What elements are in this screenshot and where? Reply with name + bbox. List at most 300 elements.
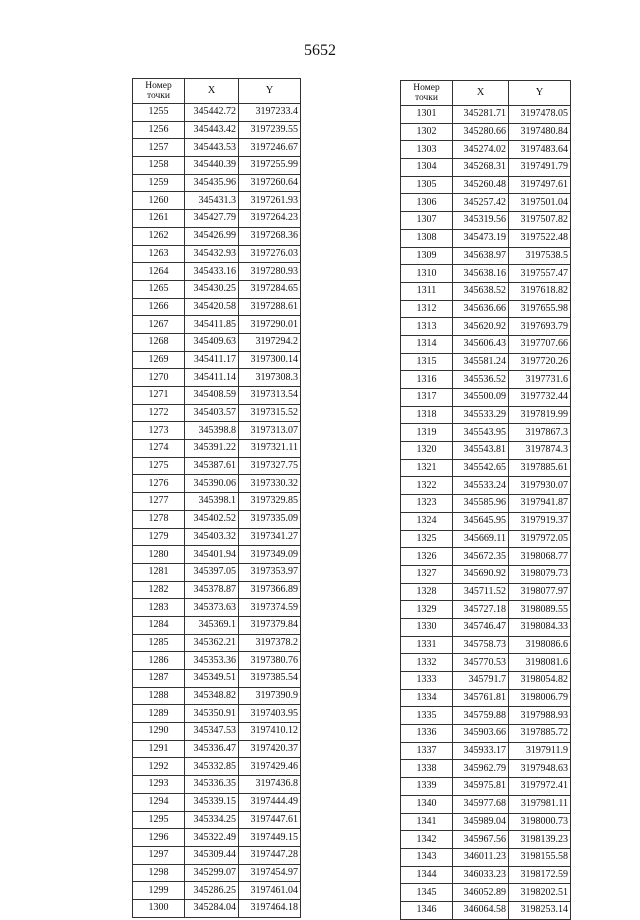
- point-number-cell: 1257: [133, 139, 185, 157]
- x-cell: 345348.82: [185, 687, 239, 705]
- table-row: [133, 174, 301, 192]
- x-cell: 345645.95: [453, 512, 509, 530]
- x-cell: 345759.88: [453, 707, 509, 725]
- table-row: [133, 528, 301, 546]
- x-cell: 345398.1: [185, 493, 239, 511]
- x-cell: 345933.17: [453, 742, 509, 760]
- point-number-cell: 1315: [401, 353, 453, 371]
- y-cell: 3197313.07: [239, 422, 301, 440]
- table-row: [133, 705, 301, 723]
- point-number-cell: 1283: [133, 599, 185, 617]
- table-row: [401, 848, 571, 866]
- point-number-cell: 1325: [401, 530, 453, 548]
- x-cell: 346033.23: [453, 866, 509, 884]
- x-cell: 345309.44: [185, 846, 239, 864]
- table-row: [401, 371, 571, 389]
- table-row: [401, 795, 571, 813]
- y-cell: 3197693.79: [509, 318, 571, 336]
- point-number-cell: 1345: [401, 884, 453, 902]
- y-cell: 3197284.65: [239, 280, 301, 298]
- coordinates-table-left: [132, 78, 301, 918]
- point-number-cell: 1274: [133, 440, 185, 458]
- x-cell: 345353.36: [185, 652, 239, 670]
- y-cell: 3198202.51: [509, 884, 571, 902]
- x-cell: 345758.73: [453, 636, 509, 654]
- table-row: [133, 829, 301, 847]
- x-cell: 345903.66: [453, 725, 509, 743]
- table-row: [133, 563, 301, 581]
- point-number-cell: 1289: [133, 705, 185, 723]
- point-number-cell: 1266: [133, 298, 185, 316]
- table-row: [401, 884, 571, 902]
- point-number-cell: 1265: [133, 280, 185, 298]
- point-number-cell: 1294: [133, 793, 185, 811]
- y-cell: 3197276.03: [239, 245, 301, 263]
- x-cell: 345442.72: [185, 104, 239, 122]
- y-cell: 3197403.95: [239, 705, 301, 723]
- x-cell: 345962.79: [453, 760, 509, 778]
- x-cell: 345378.87: [185, 581, 239, 599]
- y-cell: 3197349.09: [239, 546, 301, 564]
- point-number-cell: 1330: [401, 618, 453, 636]
- point-number-cell: 1314: [401, 335, 453, 353]
- point-number-cell: 1303: [401, 141, 453, 159]
- table-row: [401, 654, 571, 672]
- x-cell: 345332.85: [185, 758, 239, 776]
- point-number-cell: 1334: [401, 689, 453, 707]
- table-row: [401, 672, 571, 690]
- x-cell: 345638.52: [453, 282, 509, 300]
- y-cell: 3197385.54: [239, 670, 301, 688]
- table-row: [133, 422, 301, 440]
- header-point-line1: Номер: [145, 80, 172, 91]
- table-row: [401, 141, 571, 159]
- x-cell: 345443.53: [185, 139, 239, 157]
- y-cell: 3197491.79: [509, 159, 571, 177]
- point-number-cell: 1338: [401, 760, 453, 778]
- table-row: [133, 440, 301, 458]
- y-cell: 3197988.93: [509, 707, 571, 725]
- table-row: [133, 280, 301, 298]
- point-number-cell: 1342: [401, 831, 453, 849]
- point-number-cell: 1256: [133, 121, 185, 139]
- y-cell: 3198139.23: [509, 831, 571, 849]
- table-row: [401, 725, 571, 743]
- y-cell: 3197444.49: [239, 793, 301, 811]
- x-cell: 345727.18: [453, 601, 509, 619]
- y-cell: 3197618.82: [509, 282, 571, 300]
- header-x: X: [453, 81, 509, 106]
- y-cell: 3197461.04: [239, 882, 301, 900]
- y-cell: 3197538.5: [509, 247, 571, 265]
- y-cell: 3197557.47: [509, 265, 571, 283]
- header-point-number: [401, 81, 453, 106]
- point-number-cell: 1340: [401, 795, 453, 813]
- table-row: [401, 866, 571, 884]
- table-row: [133, 227, 301, 245]
- x-cell: 345408.59: [185, 387, 239, 405]
- y-cell: 3197948.63: [509, 760, 571, 778]
- x-cell: 345260.48: [453, 176, 509, 194]
- point-number-cell: 1300: [133, 899, 185, 917]
- y-cell: 3197941.87: [509, 495, 571, 513]
- y-cell: 3197981.11: [509, 795, 571, 813]
- table-row: [401, 636, 571, 654]
- y-cell: 3197497.61: [509, 176, 571, 194]
- point-number-cell: 1326: [401, 548, 453, 566]
- point-number-cell: 1293: [133, 776, 185, 794]
- table-row: [401, 495, 571, 513]
- table-row: [133, 899, 301, 917]
- table-row: [133, 670, 301, 688]
- y-cell: 3197233.4: [239, 104, 301, 122]
- y-cell: 3197327.75: [239, 457, 301, 475]
- point-number-cell: 1341: [401, 813, 453, 831]
- table-row: [401, 176, 571, 194]
- x-cell: 345620.92: [453, 318, 509, 336]
- y-cell: 3197464.18: [239, 899, 301, 917]
- y-cell: 3197930.07: [509, 477, 571, 495]
- point-number-cell: 1295: [133, 811, 185, 829]
- y-cell: 3197454.97: [239, 864, 301, 882]
- point-number-cell: 1306: [401, 194, 453, 212]
- point-number-cell: 1271: [133, 387, 185, 405]
- y-cell: 3197483.64: [509, 141, 571, 159]
- table-row: [133, 687, 301, 705]
- x-cell: 346011.23: [453, 848, 509, 866]
- point-number-cell: 1336: [401, 725, 453, 743]
- point-number-cell: 1284: [133, 616, 185, 634]
- header-x: X: [185, 79, 239, 104]
- x-cell: 345473.19: [453, 229, 509, 247]
- point-number-cell: 1277: [133, 493, 185, 511]
- table-row: [133, 616, 301, 634]
- x-cell: 345711.52: [453, 583, 509, 601]
- x-cell: 345350.91: [185, 705, 239, 723]
- x-cell: 345373.63: [185, 599, 239, 617]
- point-number-cell: 1346: [401, 901, 453, 919]
- point-number-cell: 1301: [401, 106, 453, 124]
- point-number-cell: 1333: [401, 672, 453, 690]
- x-cell: 345443.42: [185, 121, 239, 139]
- table-row: [401, 318, 571, 336]
- y-cell: 3197429.46: [239, 758, 301, 776]
- x-cell: 345536.52: [453, 371, 509, 389]
- table-row: [133, 157, 301, 175]
- point-number-cell: 1310: [401, 265, 453, 283]
- x-cell: 345398.8: [185, 422, 239, 440]
- point-number-cell: 1312: [401, 300, 453, 318]
- point-number-cell: 1327: [401, 565, 453, 583]
- table-row: [401, 159, 571, 177]
- y-cell: 3197731.6: [509, 371, 571, 389]
- y-cell: 3197380.76: [239, 652, 301, 670]
- y-cell: 3197260.64: [239, 174, 301, 192]
- x-cell: 345606.43: [453, 335, 509, 353]
- y-cell: 3197313.54: [239, 387, 301, 405]
- y-cell: 3197321.11: [239, 440, 301, 458]
- header-y: Y: [509, 81, 571, 106]
- x-cell: 345761.81: [453, 689, 509, 707]
- table-row: [133, 776, 301, 794]
- x-cell: 345431.3: [185, 192, 239, 210]
- point-number-cell: 1321: [401, 459, 453, 477]
- y-cell: 3197522.48: [509, 229, 571, 247]
- table-row: [401, 583, 571, 601]
- x-cell: 345403.32: [185, 528, 239, 546]
- point-number-cell: 1304: [401, 159, 453, 177]
- x-cell: 345336.35: [185, 776, 239, 794]
- x-cell: 345585.96: [453, 495, 509, 513]
- y-cell: 3197379.84: [239, 616, 301, 634]
- table-row: [401, 689, 571, 707]
- y-cell: 3197330.32: [239, 475, 301, 493]
- point-number-cell: 1279: [133, 528, 185, 546]
- table-row: [401, 477, 571, 495]
- x-cell: 345420.58: [185, 298, 239, 316]
- table-row: [401, 424, 571, 442]
- table-row: [133, 652, 301, 670]
- point-number-cell: 1260: [133, 192, 185, 210]
- point-number-cell: 1337: [401, 742, 453, 760]
- y-cell: 3198155.58: [509, 848, 571, 866]
- y-cell: 3197919.37: [509, 512, 571, 530]
- y-cell: 3197390.9: [239, 687, 301, 705]
- table-row: [401, 194, 571, 212]
- y-cell: 3198006.79: [509, 689, 571, 707]
- point-number-cell: 1259: [133, 174, 185, 192]
- x-cell: 345403.57: [185, 404, 239, 422]
- point-number-cell: 1287: [133, 670, 185, 688]
- x-cell: 345581.24: [453, 353, 509, 371]
- y-cell: 3197246.67: [239, 139, 301, 157]
- x-cell: 345543.95: [453, 424, 509, 442]
- table-row: [401, 512, 571, 530]
- x-cell: 345390.06: [185, 475, 239, 493]
- y-cell: 3197449.15: [239, 829, 301, 847]
- point-number-cell: 1323: [401, 495, 453, 513]
- point-number-cell: 1255: [133, 104, 185, 122]
- table-row: [133, 546, 301, 564]
- table-row: [133, 811, 301, 829]
- table-row: [133, 457, 301, 475]
- point-number-cell: 1309: [401, 247, 453, 265]
- x-cell: 345411.85: [185, 316, 239, 334]
- y-cell: 3198079.73: [509, 565, 571, 583]
- table-row: [133, 634, 301, 652]
- y-cell: 3197264.23: [239, 210, 301, 228]
- point-number-cell: 1261: [133, 210, 185, 228]
- y-cell: 3197239.55: [239, 121, 301, 139]
- x-cell: 345299.07: [185, 864, 239, 882]
- table-row: [133, 404, 301, 422]
- y-cell: 3197819.99: [509, 406, 571, 424]
- table-row: [133, 333, 301, 351]
- point-number-cell: 1290: [133, 723, 185, 741]
- y-cell: 3197300.14: [239, 351, 301, 369]
- point-number-cell: 1329: [401, 601, 453, 619]
- x-cell: 345426.99: [185, 227, 239, 245]
- table-row: [133, 493, 301, 511]
- y-cell: 3198089.55: [509, 601, 571, 619]
- y-cell: 3197329.85: [239, 493, 301, 511]
- table-row: [133, 599, 301, 617]
- x-cell: 345349.51: [185, 670, 239, 688]
- y-cell: 3197378.2: [239, 634, 301, 652]
- point-number-cell: 1344: [401, 866, 453, 884]
- table-row: [133, 723, 301, 741]
- table-row: [133, 351, 301, 369]
- y-cell: 3197420.37: [239, 740, 301, 758]
- point-number-cell: 1313: [401, 318, 453, 336]
- y-cell: 3197732.44: [509, 389, 571, 407]
- table-row: [133, 387, 301, 405]
- point-number-cell: 1286: [133, 652, 185, 670]
- y-cell: 3197308.3: [239, 369, 301, 387]
- y-cell: 3197507.82: [509, 212, 571, 230]
- y-cell: 3197707.66: [509, 335, 571, 353]
- x-cell: 345411.14: [185, 369, 239, 387]
- y-cell: 3198172.59: [509, 866, 571, 884]
- header-y: Y: [239, 79, 301, 104]
- y-cell: 3197867.3: [509, 424, 571, 442]
- point-number-cell: 1322: [401, 477, 453, 495]
- x-cell: 345319.56: [453, 212, 509, 230]
- point-number-cell: 1302: [401, 123, 453, 141]
- point-number-cell: 1297: [133, 846, 185, 864]
- x-cell: 345347.53: [185, 723, 239, 741]
- table-row: [401, 707, 571, 725]
- point-number-cell: 1298: [133, 864, 185, 882]
- x-cell: 345975.81: [453, 778, 509, 796]
- point-number-cell: 1272: [133, 404, 185, 422]
- table-row: [401, 247, 571, 265]
- point-number-cell: 1308: [401, 229, 453, 247]
- table-row: [401, 548, 571, 566]
- header-point-line2: точки: [146, 91, 170, 101]
- point-number-cell: 1280: [133, 546, 185, 564]
- table-header-row: [133, 79, 301, 104]
- x-cell: 345281.71: [453, 106, 509, 124]
- table-row: [133, 510, 301, 528]
- table-row: [133, 139, 301, 157]
- table-row: [401, 442, 571, 460]
- table-row: [133, 104, 301, 122]
- x-cell: 345977.68: [453, 795, 509, 813]
- x-cell: 345636.66: [453, 300, 509, 318]
- y-cell: 3197294.2: [239, 333, 301, 351]
- page-number: 5652: [304, 42, 336, 59]
- x-cell: 345402.52: [185, 510, 239, 528]
- header-point-line2: точки: [414, 93, 438, 103]
- table-row: [401, 300, 571, 318]
- table-header-row: [401, 81, 571, 106]
- point-number-cell: 1335: [401, 707, 453, 725]
- x-cell: 345336.47: [185, 740, 239, 758]
- x-cell: 345274.02: [453, 141, 509, 159]
- y-cell: 3197911.9: [509, 742, 571, 760]
- y-cell: 3198084.33: [509, 618, 571, 636]
- x-cell: 345369.1: [185, 616, 239, 634]
- y-cell: 3198086.6: [509, 636, 571, 654]
- point-number-cell: 1268: [133, 333, 185, 351]
- point-number-cell: 1267: [133, 316, 185, 334]
- y-cell: 3197885.72: [509, 725, 571, 743]
- table-row: [401, 601, 571, 619]
- x-cell: 345746.47: [453, 618, 509, 636]
- x-cell: 345411.17: [185, 351, 239, 369]
- point-number-cell: 1307: [401, 212, 453, 230]
- y-cell: 3198054.82: [509, 672, 571, 690]
- point-number-cell: 1285: [133, 634, 185, 652]
- y-cell: 3197374.59: [239, 599, 301, 617]
- y-cell: 3197478.05: [509, 106, 571, 124]
- table-row: [401, 742, 571, 760]
- x-cell: 345791.7: [453, 672, 509, 690]
- x-cell: 345322.49: [185, 829, 239, 847]
- y-cell: 3197436.8: [239, 776, 301, 794]
- point-number-cell: 1324: [401, 512, 453, 530]
- y-cell: 3197290.01: [239, 316, 301, 334]
- x-cell: 345543.81: [453, 442, 509, 460]
- table-row: [133, 864, 301, 882]
- y-cell: 3197366.89: [239, 581, 301, 599]
- x-cell: 345284.04: [185, 899, 239, 917]
- table-row: [133, 758, 301, 776]
- header-point-number: [133, 79, 185, 104]
- table-row: [401, 229, 571, 247]
- y-cell: 3197480.84: [509, 123, 571, 141]
- table-row: [401, 282, 571, 300]
- y-cell: 3198068.77: [509, 548, 571, 566]
- point-number-cell: 1319: [401, 424, 453, 442]
- x-cell: 345427.79: [185, 210, 239, 228]
- x-cell: 345967.56: [453, 831, 509, 849]
- table-row: [401, 123, 571, 141]
- y-cell: 3197255.99: [239, 157, 301, 175]
- x-cell: 345638.16: [453, 265, 509, 283]
- coordinates-table-right: [400, 80, 571, 920]
- table-row: [401, 389, 571, 407]
- point-number-cell: 1278: [133, 510, 185, 528]
- y-cell: 3197261.93: [239, 192, 301, 210]
- point-number-cell: 1273: [133, 422, 185, 440]
- table-row: [401, 335, 571, 353]
- y-cell: 3197315.52: [239, 404, 301, 422]
- x-cell: 345435.96: [185, 174, 239, 192]
- point-number-cell: 1276: [133, 475, 185, 493]
- x-cell: 345533.24: [453, 477, 509, 495]
- y-cell: 3197353.97: [239, 563, 301, 581]
- y-cell: 3197268.36: [239, 227, 301, 245]
- point-number-cell: 1318: [401, 406, 453, 424]
- x-cell: 345257.42: [453, 194, 509, 212]
- point-number-cell: 1299: [133, 882, 185, 900]
- point-number-cell: 1343: [401, 848, 453, 866]
- point-number-cell: 1270: [133, 369, 185, 387]
- y-cell: 3197885.61: [509, 459, 571, 477]
- table-row: [401, 565, 571, 583]
- table-row: [133, 475, 301, 493]
- point-number-cell: 1264: [133, 263, 185, 281]
- x-cell: 345638.97: [453, 247, 509, 265]
- x-cell: 345280.66: [453, 123, 509, 141]
- x-cell: 345500.09: [453, 389, 509, 407]
- x-cell: 345770.53: [453, 654, 509, 672]
- table-row: [401, 778, 571, 796]
- table-row: [133, 369, 301, 387]
- y-cell: 3198000.73: [509, 813, 571, 831]
